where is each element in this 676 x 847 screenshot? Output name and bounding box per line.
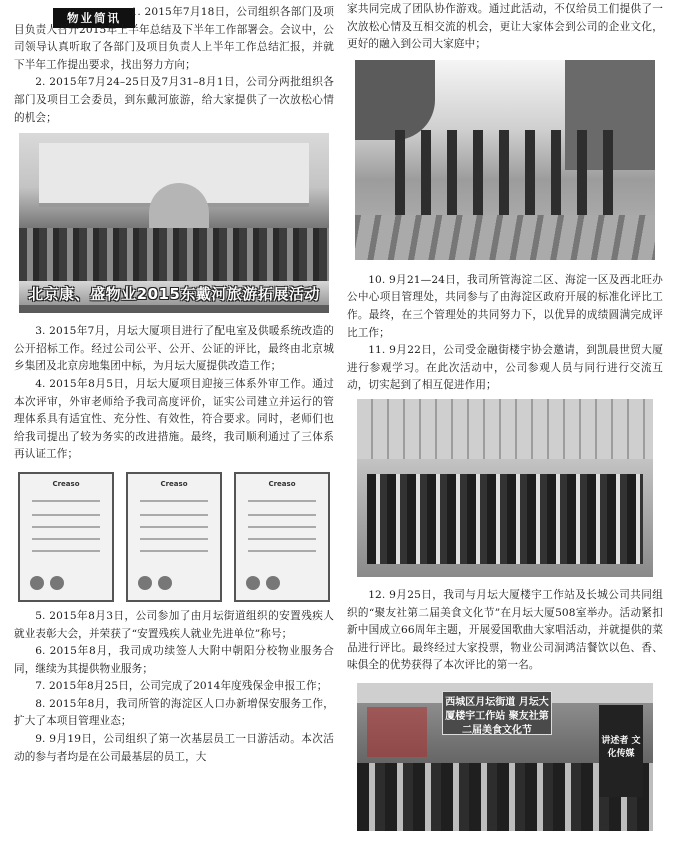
news-item-1: 1. 2015年7月18日，公司组织各部门及项目负责人召开2015年上半年总结及下半年工作部署会。会议中，公司领导认真听取了各部门及项目负责人上半年工作总结汇报，并就下半年工作提出要求，找出努力方向；	[14, 6, 334, 71]
certificate-1	[18, 472, 114, 602]
news-item-10: 10. 9月21—24日，我司所管海淀二区、海淀一区及西北旺办公中心项目管理处，共同参与了由海淀区政府开展的标准化评比工作。最终，在三个管理处的共同努力下，以优异的成绩圆满完成评比工作；	[347, 273, 663, 339]
news-item-3: 3. 2015年7月，月坛大厦项目进行了配电室及供暖系统改造的公开招标工作。经过公司公平、公开、公证的评比，最终由北京城乡集团及北京房地集团中标，为月坛大厦提供改造工作；	[14, 325, 334, 373]
cert-logo: Creaso	[160, 479, 188, 488]
news-item-5: 5. 2015年8月3日，公司参加了由月坛街道组织的安置残疾人就业表彰大会，并荣获了“安置残疾人就业先进单位”称号；	[14, 609, 334, 640]
group-photo-travel	[19, 133, 329, 313]
left-column	[14, 0, 334, 766]
cert-logo: Creaso	[268, 479, 296, 488]
news-item-7: 7. 2015年8月25日，公司完成了2014年度残保金申报工作；	[35, 680, 328, 693]
section-tag: 物业简讯	[53, 8, 135, 28]
certificate-3	[234, 472, 330, 602]
side-banner: 讲述者 文化传媒	[599, 705, 643, 797]
right-column	[347, 0, 663, 831]
news-item-8: 8. 2015年8月，我司所管的海淀区人口办新增保安服务工作，扩大了本项目管理业态；	[14, 697, 334, 728]
cert-logo: Creaso	[52, 479, 80, 488]
photo-employee-outing	[355, 60, 655, 260]
news-item-9-continued: 家共同完成了团队协作游戏。通过此活动，不仅给员工们提供了一次放松心情及互相交流的机会，更让大家体会到公司的企业文化，更好的融入到公司大家庭中；	[347, 3, 663, 51]
news-item-12: 12. 9月25日，我司与月坛大厦楼宇工作站及长城公司共同组织的“聚友社第二届美食文化节”在月坛大厦508室举办。活动紧扣新中国成立66周年主题，开展爱国歌曲大家唱活动，并就提供的菜品进行评比。最终经过大家投票，物业公司洞鸿洁餐饮以色、香、味俱全的优势获得了本次评比的第一名。	[347, 588, 663, 672]
certificates	[14, 472, 334, 602]
news-item-11: 11. 9月22日，公司受金融街楼宇协会邀请，到凯晨世贸大厦进行参观学习。在此次活动中，公司参观人员与同行进行交流互动，切实起到了相互促进作用；	[347, 344, 663, 392]
news-item-6: 6. 2015年8月，我司成功续签人大附中朝阳分校物业服务合同，继续为其提供物业服务；	[14, 645, 334, 675]
event-sign-board: 西城区月坛街道 月坛大厦楼宇工作站 聚友社第二届美食文化节	[442, 691, 552, 735]
news-item-2: 2. 2015年7月24–25日及7月31–8月1日，公司分两批组织各部门及项目工会委员，到东戴河旅游，给大家提供了一次放松心情的机会；	[14, 76, 334, 124]
photo-food-festival	[357, 683, 653, 831]
news-item-4: 4. 2015年8月5日，月坛大厦项目迎接三体系外审工作。通过本次评审，外审老师给予我司高度评价，证实公司建立并运行的管理体系具有适宜性、充分性、有效性，符合要求。同时，老师们也给我司提出了较为务实的改进措施。最终，我司顺利通过了三体系再认证工作；	[14, 377, 334, 461]
photo-group-visit	[357, 399, 653, 577]
certificate-2	[126, 472, 222, 602]
news-item-9: 9. 9月19日，公司组织了第一次基层员工一日游活动。本次活动的参与者均是在公司最基层的员工，大	[14, 733, 334, 763]
photo-banner: 北京康、盛物业2015东戴河旅游拓展活动	[19, 281, 329, 305]
